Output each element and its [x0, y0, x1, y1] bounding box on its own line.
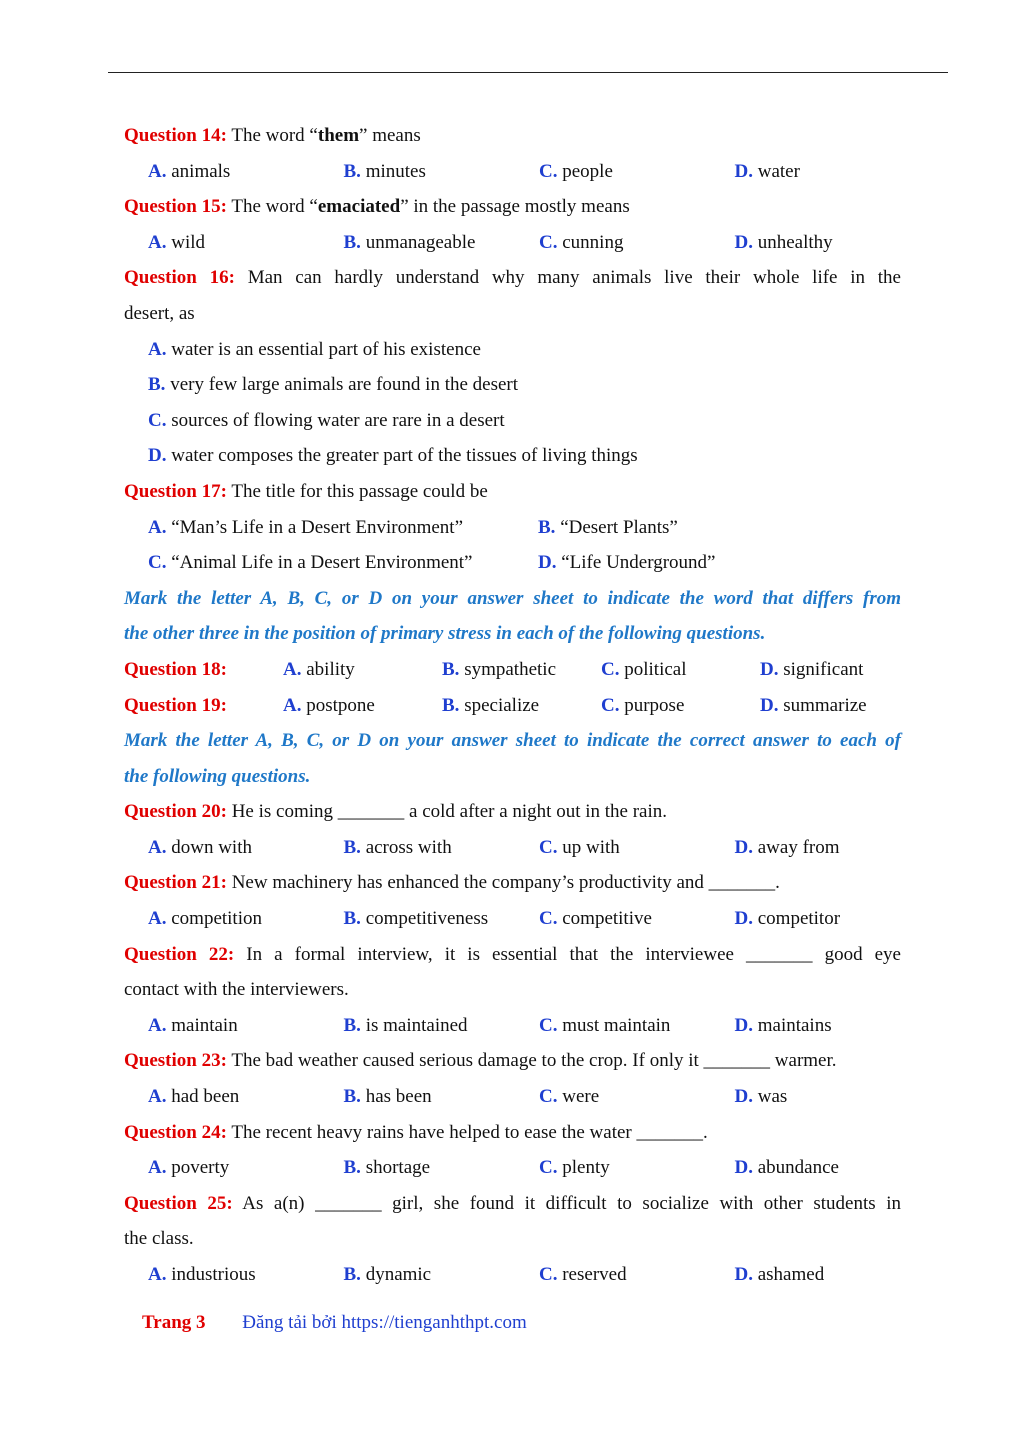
option-text: very few large animals are found in the desert: [170, 374, 519, 396]
option-letter: C.: [539, 231, 558, 253]
option-letter: C.: [539, 1014, 558, 1036]
question-text-end: ” means: [359, 125, 421, 146]
question-label: Question 20:: [124, 801, 227, 823]
question-keyword: emaciated: [317, 196, 401, 218]
option-text: was: [757, 1086, 788, 1108]
option-letter: D.: [734, 1014, 753, 1036]
option-a[interactable]: [283, 688, 442, 724]
option-c[interactable]: [539, 154, 735, 190]
question-label: Question 25:: [124, 1192, 233, 1214]
option-c[interactable]: [539, 1150, 735, 1186]
option-text: “Desert Plants”: [560, 516, 678, 538]
option-letter: B.: [343, 231, 361, 253]
option-a[interactable]: [148, 901, 344, 937]
option-text: minutes: [365, 160, 426, 182]
option-b[interactable]: [344, 225, 540, 261]
question-text: The bad weather caused serious damage to the crop. If only it _______ warmer.: [226, 1050, 837, 1072]
question-15: [124, 189, 901, 225]
option-d[interactable]: [760, 652, 919, 688]
option-text: political: [624, 658, 687, 680]
option-letter: A.: [148, 231, 167, 253]
option-text: competitor: [757, 908, 841, 930]
option-text: is maintained: [365, 1014, 468, 1036]
option-a[interactable]: [283, 652, 442, 688]
option-c[interactable]: [124, 403, 901, 439]
option-a[interactable]: [148, 1079, 344, 1115]
option-d[interactable]: [538, 545, 928, 581]
question-23-options: [124, 1079, 901, 1115]
option-text: “Man’s Life in a Desert Environment”: [171, 516, 463, 538]
option-letter: B.: [538, 516, 556, 538]
option-letter: B.: [343, 1014, 361, 1036]
question-text: New machinery has enhanced the company’s productivity and _______.: [226, 872, 780, 894]
option-letter: C.: [601, 694, 620, 716]
question-label: Question 19:: [124, 694, 227, 716]
section-instruction: Mark the letter A, B, C, or D on your answer sheet to indicate the correct answer to each of: [124, 730, 901, 752]
option-letter: D.: [760, 658, 779, 680]
option-text: plenty: [562, 1157, 610, 1179]
option-text: competitive: [562, 908, 652, 930]
option-text: “Animal Life in a Desert Environment”: [171, 552, 473, 574]
option-letter: C.: [148, 552, 167, 574]
question-25-continued: the class.: [124, 1228, 194, 1250]
header-rule: [108, 72, 948, 73]
option-text: industrious: [171, 1264, 256, 1285]
option-b[interactable]: [344, 830, 540, 866]
question-label: Question 23:: [124, 1050, 227, 1072]
option-b[interactable]: [344, 1079, 540, 1115]
option-text: animals: [171, 160, 231, 182]
option-d[interactable]: [124, 438, 901, 474]
option-letter: D.: [538, 552, 557, 574]
option-letter: D.: [734, 836, 753, 858]
option-letter: D.: [734, 908, 753, 930]
option-letter: A.: [148, 908, 167, 930]
option-letter: B.: [343, 836, 361, 858]
option-text: has been: [365, 1086, 432, 1108]
option-d[interactable]: [735, 1079, 931, 1115]
option-letter: A.: [148, 836, 167, 858]
option-a[interactable]: [124, 332, 901, 368]
option-text: people: [562, 160, 613, 182]
option-text: ability: [306, 658, 355, 680]
question-24-options: [124, 1150, 901, 1186]
option-c[interactable]: [539, 1079, 735, 1115]
question-15-options: [124, 225, 901, 261]
option-letter: A.: [148, 1264, 167, 1285]
option-b[interactable]: [344, 1257, 540, 1293]
question-19: [124, 688, 901, 724]
option-d[interactable]: [735, 1008, 931, 1044]
question-text: Man can hardly understand why many animals live their whole life in the: [247, 267, 901, 289]
option-letter: A.: [148, 338, 167, 360]
option-letter: B.: [343, 160, 361, 182]
question-label: Question 22:: [124, 943, 235, 965]
option-text: sources of flowing water are rare in a desert: [171, 409, 505, 431]
option-b[interactable]: [344, 154, 540, 190]
option-text: across with: [365, 836, 452, 858]
option-letter: A.: [283, 694, 302, 716]
page-number: Trang 3: [142, 1312, 206, 1333]
option-letter: D.: [734, 1157, 753, 1179]
option-letter: A.: [283, 658, 302, 680]
option-b[interactable]: [442, 652, 601, 688]
option-text: competition: [171, 908, 262, 930]
question-23: [124, 1043, 901, 1079]
option-text: dynamic: [365, 1264, 432, 1285]
question-25-options: [124, 1257, 901, 1293]
option-text: unmanageable: [365, 231, 476, 253]
option-text: were: [562, 1086, 600, 1108]
option-text: postpone: [306, 694, 375, 716]
question-text: The recent heavy rains have helped to ease the water _______.: [226, 1121, 708, 1143]
option-text: poverty: [171, 1157, 230, 1179]
option-a[interactable]: [148, 830, 344, 866]
option-a[interactable]: [148, 1150, 344, 1186]
page-footer: [142, 1312, 527, 1334]
option-b[interactable]: [344, 1008, 540, 1044]
option-text: maintain: [171, 1014, 238, 1036]
option-letter: C.: [539, 1264, 558, 1285]
question-21-options: [124, 901, 901, 937]
option-letter: D.: [734, 1264, 753, 1285]
question-22-continued: contact with the interviewers.: [124, 979, 349, 1001]
question-25: [124, 1186, 901, 1222]
option-d[interactable]: [735, 154, 931, 190]
option-letter: D.: [734, 160, 753, 182]
option-letter: C.: [148, 409, 167, 431]
option-b[interactable]: [442, 688, 601, 724]
question-label: Question 15:: [124, 196, 227, 218]
option-text: wild: [171, 231, 206, 253]
question-16-continued: desert, as: [124, 302, 195, 324]
question-page: [124, 118, 901, 1293]
option-a[interactable]: [148, 1257, 344, 1293]
option-letter: C.: [539, 160, 558, 182]
source-link[interactable]: Đăng tải bởi https://tienganhthpt.com: [242, 1312, 527, 1333]
option-text: unhealthy: [757, 231, 833, 253]
option-d[interactable]: [760, 688, 919, 724]
option-letter: D.: [148, 445, 167, 467]
option-c[interactable]: [539, 830, 735, 866]
option-d[interactable]: [735, 225, 931, 261]
option-text: up with: [562, 836, 620, 858]
question-text: The title for this passage could be: [226, 480, 488, 502]
option-letter: B.: [442, 658, 460, 680]
question-16: [124, 260, 901, 296]
option-letter: C.: [601, 658, 620, 680]
question-17-options-row2: [124, 545, 901, 581]
option-text: “Life Underground”: [561, 552, 716, 574]
option-b[interactable]: [344, 901, 540, 937]
option-letter: A.: [148, 1086, 167, 1108]
option-d[interactable]: [735, 1257, 931, 1293]
question-label: Question 21:: [124, 872, 227, 894]
section-instruction-continued: the other three in the position of primary stress in each of the following questions.: [124, 623, 766, 645]
option-text: maintains: [757, 1014, 832, 1036]
option-c[interactable]: [539, 901, 735, 937]
question-label: Question 14:: [124, 125, 227, 146]
question-keyword: them: [317, 125, 360, 146]
question-24: [124, 1115, 901, 1151]
option-text: competitiveness: [365, 908, 489, 930]
option-text: abundance: [757, 1157, 839, 1179]
question-14: [124, 118, 901, 154]
option-b[interactable]: [344, 1150, 540, 1186]
option-letter: B.: [343, 1264, 361, 1285]
section-instruction: Mark the letter A, B, C, or D on your answer sheet to indicate the word that differs from: [124, 587, 901, 609]
option-a[interactable]: [148, 1008, 344, 1044]
option-text: water composes the greater part of the tissues of living things: [171, 445, 638, 467]
option-c[interactable]: [539, 1257, 735, 1293]
option-d[interactable]: [735, 1150, 931, 1186]
option-d[interactable]: [735, 830, 931, 866]
option-letter: D.: [734, 1086, 753, 1108]
question-22-options: [124, 1008, 901, 1044]
question-label: Question 18:: [124, 658, 227, 680]
question-17-options-row1: [124, 510, 901, 546]
option-text: cunning: [562, 231, 624, 253]
option-d[interactable]: [735, 901, 931, 937]
option-text: shortage: [365, 1157, 431, 1179]
question-label: Question 24:: [124, 1121, 227, 1143]
question-text: He is coming _______ a cold after a night out in the rain.: [226, 801, 667, 823]
option-text: water: [757, 160, 800, 182]
option-c[interactable]: [148, 545, 538, 581]
option-letter: A.: [148, 1157, 167, 1179]
section-instruction-continued: the following questions.: [124, 765, 311, 787]
question-label: Question 17:: [124, 480, 227, 502]
option-letter: B.: [343, 1157, 361, 1179]
option-c[interactable]: [539, 225, 735, 261]
option-c[interactable]: [601, 652, 760, 688]
option-letter: A.: [148, 160, 167, 182]
option-text: water is an essential part of his existence: [171, 338, 481, 360]
option-letter: D.: [760, 694, 779, 716]
option-a[interactable]: [148, 154, 344, 190]
option-letter: B.: [343, 1086, 361, 1108]
option-text: reserved: [562, 1264, 627, 1285]
question-22: [124, 937, 901, 973]
question-20-options: [124, 830, 901, 866]
option-text: sympathetic: [464, 658, 556, 680]
option-text: away from: [757, 836, 840, 858]
option-letter: C.: [539, 1157, 558, 1179]
option-letter: A.: [148, 1014, 167, 1036]
question-18: [124, 652, 901, 688]
option-letter: C.: [539, 908, 558, 930]
option-letter: A.: [148, 516, 167, 538]
option-letter: B.: [148, 374, 166, 396]
question-text: The word “: [226, 196, 318, 218]
option-c[interactable]: [539, 1008, 735, 1044]
option-text: had been: [171, 1086, 240, 1108]
option-a[interactable]: [148, 510, 538, 546]
option-text: must maintain: [562, 1014, 671, 1036]
option-text: significant: [783, 658, 864, 680]
option-letter: C.: [539, 836, 558, 858]
option-a[interactable]: [148, 225, 344, 261]
question-text: The word “: [226, 125, 318, 146]
question-17: [124, 474, 901, 510]
option-letter: D.: [734, 231, 753, 253]
option-c[interactable]: [601, 688, 760, 724]
question-21: [124, 865, 901, 901]
option-text: specialize: [464, 694, 540, 716]
option-letter: B.: [343, 908, 361, 930]
option-text: summarize: [783, 694, 867, 716]
option-text: purpose: [624, 694, 685, 716]
question-text: As a(n) _______ girl, she found it difficult to socialize with other students in: [242, 1192, 901, 1214]
option-letter: C.: [539, 1086, 558, 1108]
option-text: down with: [171, 836, 252, 858]
question-text: In a formal interview, it is essential that the interviewee _______ good eye: [246, 943, 901, 965]
question-text-end: ” in the passage mostly means: [400, 196, 630, 218]
option-letter: B.: [442, 694, 460, 716]
option-b[interactable]: [124, 367, 901, 403]
option-b[interactable]: [538, 510, 928, 546]
question-20: [124, 794, 901, 830]
question-14-options: [124, 154, 901, 190]
question-label: Question 16:: [124, 267, 235, 289]
option-text: ashamed: [757, 1264, 825, 1285]
